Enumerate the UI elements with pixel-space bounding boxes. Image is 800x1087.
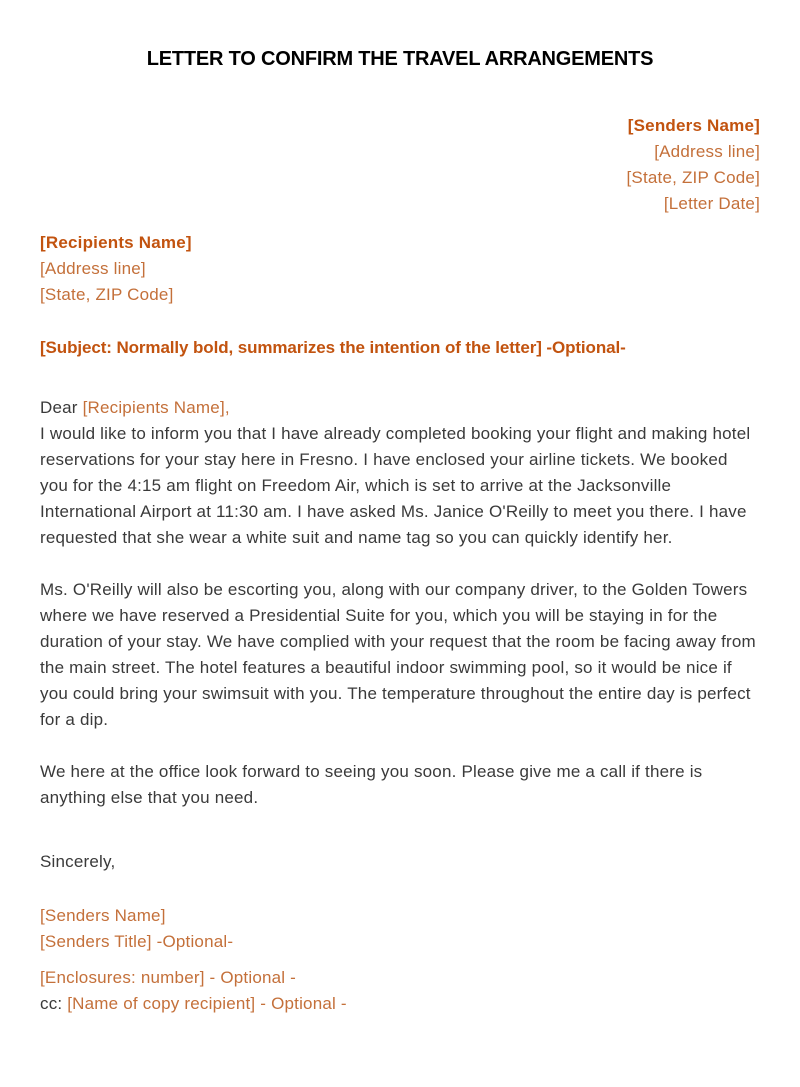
signature-block: [40, 903, 760, 955]
body-paragraph-2: Ms. O'Reilly will also be escorting you, along with our company driver, to the Golden Towers where we have reserved a Presidential Suite for you, which you will be staying in for the duration of your stay. We have complied with your request that the room be facing away from the main street. The hotel features a beautiful indoor swimming pool, so it would be nice if you could bring your swimsuit with you. The temperature throughout the entire day is perfect for a dip.: [40, 580, 756, 729]
body-paragraph-3: We here at the office look forward to seeing you soon. Please give me a call if there is anything else that you need.: [40, 762, 703, 807]
cc-prefix: cc:: [40, 994, 68, 1013]
sign-off: Sincerely,: [40, 852, 116, 871]
cc-line: [40, 991, 760, 1017]
letter-date: [Letter Date]: [663, 194, 760, 213]
recipient-address-line: [Address line]: [40, 259, 146, 278]
letter-title: LETTER TO CONFIRM THE TRAVEL ARRANGEMENTS: [146, 48, 654, 70]
body-paragraph-1: I would like to inform you that I have already completed booking your flight and making hotel reservations for your stay here in Fresno. I have enclosed your airline tickets. We booked you for the 4:15 am flight on Freedom Air, which is set to arrive at the Jacksonville International Airport at 11:30 am. I have asked Ms. Janice O'Reilly to meet you there. I have requested that she wear a white suit and name tag so you can quickly identify her.: [40, 424, 751, 547]
salutation-recipient-name: [Recipients Name],: [82, 398, 230, 417]
closing-sender-name: [Senders Name]: [40, 906, 166, 925]
letter-meta-block: [40, 965, 760, 1017]
subject-line: [Subject: Normally bold, summarizes the intention of the letter] -Optional-: [40, 338, 626, 357]
sender-address-block: [40, 113, 760, 217]
recipient-address-block: [40, 230, 760, 308]
sender-address-line: [Address line]: [654, 142, 760, 161]
enclosures-line: [Enclosures: number] - Optional -: [40, 968, 297, 987]
cc-recipient: [Name of copy recipient] - Optional -: [67, 994, 347, 1013]
salutation: [40, 395, 760, 421]
recipient-name: [Recipients Name]: [40, 233, 192, 252]
recipient-state-zip: [State, ZIP Code]: [40, 285, 174, 304]
salutation-prefix: Dear: [40, 398, 83, 417]
closing-sender-title: [Senders Title] -Optional-: [40, 932, 234, 951]
sender-name: [Senders Name]: [627, 116, 760, 135]
sender-state-zip: [State, ZIP Code]: [626, 168, 760, 187]
